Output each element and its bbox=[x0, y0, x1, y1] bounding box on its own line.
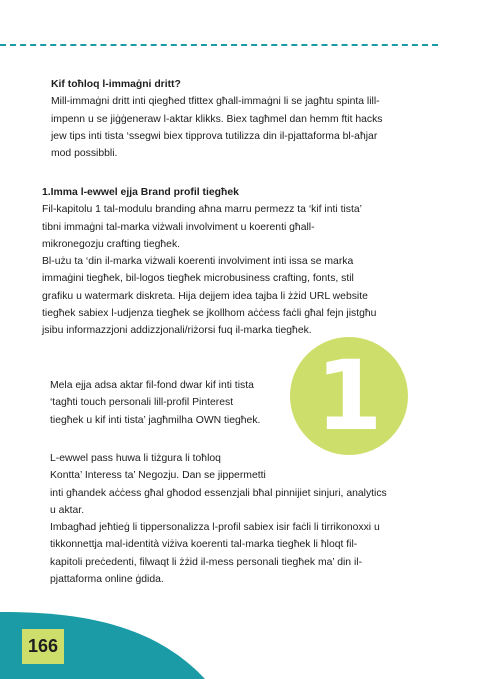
top-dashed-divider bbox=[0, 44, 438, 46]
step-number: 1 bbox=[315, 340, 383, 452]
page-number-badge bbox=[22, 629, 64, 664]
footer-teal-wave bbox=[0, 612, 480, 679]
paragraph-line: Mela ejja adsa aktar fil-fond dwar kif inti tista bbox=[50, 380, 254, 391]
paragraph-line: L-ewwel pass huwa li tiżgura li toħloq bbox=[50, 453, 221, 464]
paragraph-line: kapitoli preċedenti, filwaqt li żżid il-mess personali tiegħek ma’ din il- bbox=[50, 556, 363, 568]
paragraph-line: Kontta’ Interess ta’ Negozju. Dan se jippermetti bbox=[50, 470, 266, 482]
paragraph-line: Imbagħad jeħtieġ li tippersonalizza l-profil sabiex isir faċli li tirrikonoxxi u bbox=[50, 522, 380, 534]
paragraph-line: mikronegozju crafting tiegħek. bbox=[42, 238, 181, 250]
paragraph-line: jsibu informazzjoni addizzjonali/riżorsi fuq il-marka tiegħek. bbox=[42, 325, 312, 337]
paragraph-line: inti għandek aċċess għal għodod essenzjali bħal pinnijiet sinjuri, analytics bbox=[50, 487, 387, 499]
paragraph-line: u aktar. bbox=[50, 504, 85, 516]
paragraph-line: ‘tagħti touch personali lill-profil Pinterest bbox=[50, 397, 234, 409]
paragraph-line: grafiku u watermark diskreta. Hija dejjem idea tajba li żżid URL website bbox=[42, 290, 368, 302]
paragraph-line: impenn u se jiġġeneraw l-aktar klikks. Biex tagħmel dan hemm ftit hacks bbox=[51, 113, 383, 125]
section-create-right-image bbox=[42, 76, 432, 162]
paragraph-line: tikkonnettja mal-identità viżiva koerenti tal-marka tiegħek li ħloqt fil- bbox=[50, 539, 358, 551]
paragraph-line: mod possibbli. bbox=[51, 148, 118, 160]
paragraph-line: immaġini tiegħek, bil-logos tiegħek microbusiness crafting, fonts, stil bbox=[42, 273, 354, 285]
section-business-account bbox=[50, 450, 440, 588]
paragraph-line: Mill-immaġni dritt inti qiegħed tfittex għall-immaġni li se jagħtu spinta lill- bbox=[51, 96, 380, 108]
paragraph-line: pjattaforma online ġdida. bbox=[50, 574, 164, 586]
page-number: 166 bbox=[27, 636, 59, 656]
paragraph-line: tibni immaġni tal-marka viżwali involviment u koerenti għall- bbox=[42, 221, 315, 233]
paragraph-line: Bl-użu ta ‘din il-marka viżwali koerenti involviment inti issa se marka bbox=[42, 256, 354, 268]
paragraph-line: tiegħek sabiex l-udjenza tiegħek se jkollhom aċċess faċli għal fejn jistgħu bbox=[42, 308, 377, 320]
section-heading: 1.Imma l-ewwel ejja Brand profil tiegħek bbox=[42, 187, 239, 198]
section-personal-touch bbox=[50, 377, 310, 429]
paragraph-line: Fil-kapitolu 1 tal-modulu branding aħna marru permezz ta ‘kif inti tista’ bbox=[42, 204, 362, 216]
paragraph-line: jew tips inti tista ‘ssegwi biex tipprova tutilizza din il-pjattaforma bl-aħjar bbox=[51, 130, 378, 142]
paragraph-line: tiegħek u kif inti tista’ jagħmilha OWN tiegħek. bbox=[50, 414, 261, 426]
section-brand-profile bbox=[42, 184, 432, 340]
section-heading: Kif toħloq l-immaġni dritt? bbox=[51, 79, 181, 90]
